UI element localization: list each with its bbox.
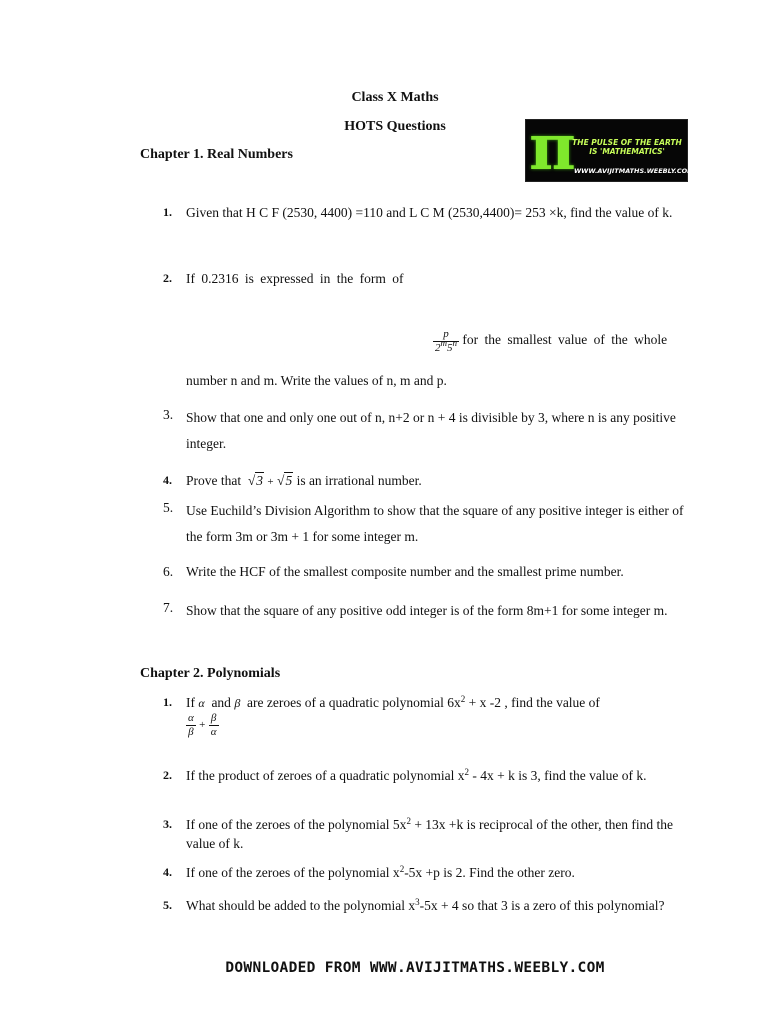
- alpha-symbol: α: [198, 696, 205, 710]
- fraction-alpha-over-beta: [186, 712, 196, 738]
- den-base-5: 5: [447, 341, 453, 354]
- ch1-question-1: [163, 203, 703, 222]
- question-text-b: + x -2 , find the value of: [465, 695, 600, 710]
- question-number: 3.: [163, 817, 172, 831]
- beta-symbol: β: [234, 696, 241, 710]
- fraction-denominator: β: [188, 725, 194, 738]
- question-text: Use Euchild’s Division Algorithm to show that the square of any positive integer is either of the form 3m or 3m + 1 for some integer m.: [186, 503, 684, 545]
- fraction-numerator: p: [433, 328, 459, 342]
- question-number: 2.: [163, 768, 172, 782]
- question-number: 5.: [163, 898, 172, 912]
- ch2-question-3: [163, 815, 703, 853]
- den-exp-m: m: [440, 337, 447, 348]
- ch1-question-2-fraction-line: [433, 328, 703, 354]
- if-word: If: [186, 695, 195, 710]
- den-base-2: 2: [435, 341, 441, 354]
- question-text-line-3: number n and m. Write the values of n, m and p.: [186, 373, 447, 388]
- question-number: 3.: [163, 407, 174, 422]
- question-text-a: If one of the zeroes of the polynomial x: [186, 865, 400, 880]
- question-text-a: What should be added to the polynomial x: [186, 898, 416, 913]
- sqrt-5: √5: [277, 473, 293, 488]
- question-text-b: + 13x +k is reciprocal of the other, then find the value of k.: [186, 817, 674, 852]
- den-exp-n: n: [452, 337, 457, 348]
- ch2-question-5: [163, 896, 703, 915]
- ch1-question-7: [163, 598, 703, 624]
- ch1-question-2-continued: [163, 371, 703, 390]
- pi-symbol-icon: π: [529, 110, 576, 185]
- question-number: 4.: [163, 473, 172, 487]
- ch2-question-2: [163, 766, 703, 785]
- question-text: Show that one and only one out of n, n+2 or n + 4 is divisible by 3, where n is any positive integer.: [186, 410, 676, 452]
- question-text-b: - 4x + k is 3, find the value of k.: [469, 768, 647, 783]
- download-footer: DOWNLOADED FROM WWW.AVIJITMATHS.WEEBLY.COM: [225, 960, 605, 976]
- plus-sign: +: [267, 476, 274, 488]
- question-text: Show that the square of any positive odd integer is of the form 8m+1 for some integer m.: [186, 603, 668, 618]
- alpha-over-beta-plus-beta-over-alpha: [186, 712, 703, 738]
- ch1-question-6: [163, 562, 703, 581]
- question-number: 4.: [163, 865, 172, 879]
- question-text: Given that H C F (2530, 4400) =110 and L C M (2530,4400)= 253 ×k, find the value of k.: [186, 205, 673, 220]
- question-text-b: -5x +p is 2. Find the other zero.: [404, 865, 575, 880]
- chapter-1-heading: Chapter 1. Real Numbers: [140, 147, 293, 162]
- superscript: 2: [464, 767, 470, 777]
- fraction-numerator: β: [209, 712, 219, 726]
- question-number: 1.: [163, 695, 172, 709]
- question-text: [186, 896, 703, 915]
- radicand-5: 5: [285, 473, 293, 488]
- question-text-line-2: for the smallest value of the whole: [462, 332, 668, 348]
- plus-sign: +: [199, 719, 206, 732]
- question-text-b: -5x + 4 so that 3 is a zero of this polynomial?: [419, 898, 665, 913]
- irrational-text: is an irrational number.: [296, 473, 422, 488]
- question-number: 2.: [163, 271, 172, 285]
- ch1-question-4: [163, 471, 703, 491]
- radicand-3: 3: [256, 473, 264, 488]
- prove-that-label: Prove that: [186, 473, 242, 488]
- question-text-a: If one of the zeroes of the polynomial 5x: [186, 817, 407, 832]
- fraction-denominator: [433, 337, 459, 355]
- question-text: [186, 863, 703, 882]
- ch2-question-4: [163, 863, 703, 882]
- fraction-denominator: α: [210, 725, 217, 738]
- pi-logo-image: [525, 110, 694, 185]
- ch1-question-5: [163, 498, 703, 551]
- logo-url: WWW.AVIJITMATHS.WEEBLY.COM: [574, 167, 694, 175]
- superscript: 2: [460, 694, 466, 704]
- document-title: Class X Maths: [351, 90, 439, 105]
- superscript: 3: [415, 897, 420, 907]
- superscript: 2: [399, 864, 405, 874]
- superscript: 2: [406, 816, 411, 826]
- logo-slogan: THE PULSE OF THE EARTH IS 'MATHEMATICS': [572, 138, 682, 156]
- question-text: [186, 766, 703, 785]
- fraction-beta-over-alpha: [209, 712, 219, 738]
- question-text-line-1: If 0.2316 is expressed in the form of: [186, 271, 404, 286]
- sqrt-3: √3: [247, 473, 264, 488]
- question-number: 6.: [163, 564, 174, 579]
- ch2-question-1: [163, 693, 703, 738]
- ch1-question-2: [163, 269, 703, 288]
- question-number: 7.: [163, 600, 174, 615]
- ch1-question-3: [163, 405, 703, 458]
- chapter-2-heading: Chapter 2. Polynomials: [140, 666, 281, 681]
- question-text: [186, 815, 703, 853]
- question-text: [186, 471, 703, 491]
- and-word: and: [211, 695, 231, 710]
- question-text: [186, 693, 703, 712]
- question-text-a: If the product of zeroes of a quadratic polynomial x: [186, 768, 465, 783]
- document-subtitle: HOTS Questions: [344, 119, 446, 134]
- fraction-p-over-2m5n: [433, 328, 459, 354]
- question-number: 5.: [163, 500, 174, 515]
- question-text: Write the HCF of the smallest composite number and the smallest prime number.: [186, 564, 624, 579]
- question-number: 1.: [163, 205, 172, 219]
- question-text-a: are zeroes of a quadratic polynomial 6x: [247, 695, 461, 710]
- fraction-numerator: α: [188, 712, 194, 725]
